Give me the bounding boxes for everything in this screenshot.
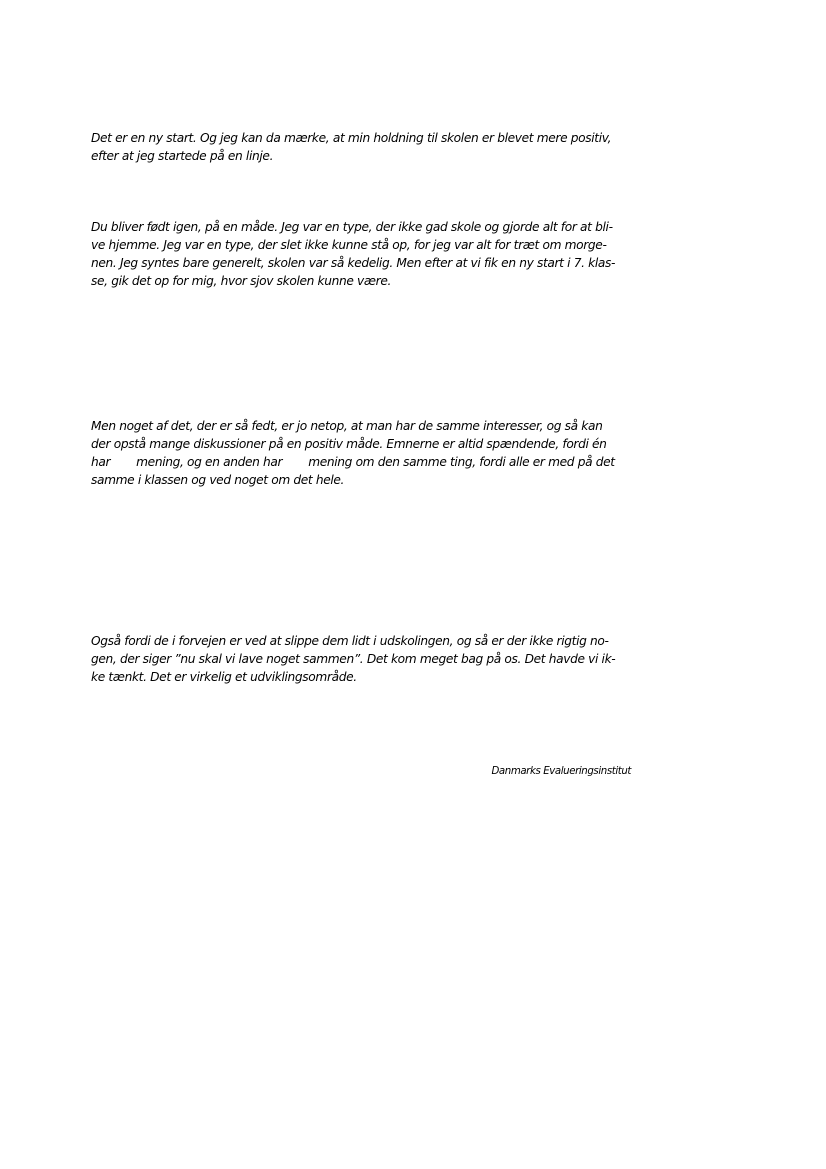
quote-3	[91, 417, 636, 489]
footer-organization: Danmarks Evalueringsinstitut	[491, 766, 631, 777]
quote-line-with-gaps	[91, 453, 636, 471]
quote-line: efter at jeg startede på en linje.	[91, 149, 274, 163]
quote-fragment: mening om den samme ting, fordi alle er med på det	[308, 455, 615, 469]
quote-line: nen. Jeg syntes bare generelt, skolen var så kedelig. Men efter at vi fik en ny start i 7. klas-	[91, 256, 616, 270]
quote-4	[91, 632, 636, 686]
quote-fragment: mening, og en anden har	[136, 455, 283, 469]
quote-1	[91, 129, 636, 165]
quote-fragment: har	[91, 455, 111, 469]
quote-line: Men noget af det, der er så fedt, er jo netop, at man har de samme interesser, og så kan	[91, 419, 603, 433]
quote-line: der opstå mange diskussioner på en positiv måde. Emnerne er altid spændende, fordi én	[91, 437, 607, 451]
quote-line: samme i klassen og ved noget om det hele.	[91, 473, 345, 487]
quote-line: se, gik det op for mig, hvor sjov skolen kunne være.	[91, 274, 392, 288]
quote-line: Også fordi de i forvejen er ved at slippe dem lidt i udskolingen, og så er der ikke rigtig no-	[91, 634, 609, 648]
quote-line: ke tænkt. Det er virkelig et udviklingsområde.	[91, 670, 357, 684]
quote-line: Du bliver født igen, på en måde. Jeg var en type, der ikke gad skole og gjorde alt for at bli-	[91, 220, 613, 234]
quote-line: ve hjemme. Jeg var en type, der slet ikke kunne stå op, for jeg var alt for træt om morge-	[91, 238, 607, 252]
quote-line: gen, der siger ”nu skal vi lave noget sammen”. Det kom meget bag på os. Det havde vi ik-	[91, 652, 616, 666]
quote-2	[91, 218, 636, 290]
quote-line: Det er en ny start. Og jeg kan da mærke, at min holdning til skolen er blevet mere positiv,	[91, 131, 612, 145]
